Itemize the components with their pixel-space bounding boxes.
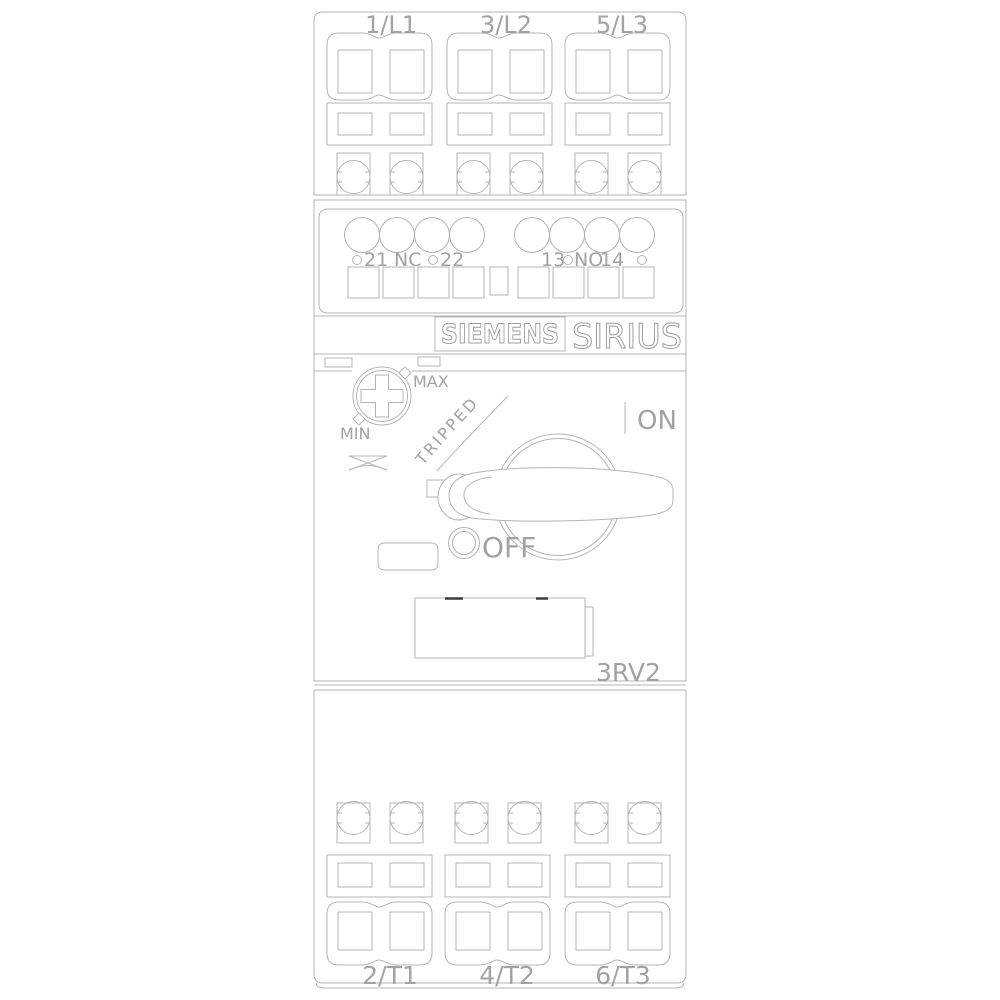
on-label: ON xyxy=(637,406,677,436)
terminal-label-4T2: 4/T2 xyxy=(479,961,535,990)
aux-contact-panel xyxy=(319,209,683,313)
line-terminal-group-1 xyxy=(327,33,432,195)
tripped-marking xyxy=(411,393,508,471)
rotary-handle xyxy=(427,434,673,560)
terminal-label-6T3: 6/T3 xyxy=(595,961,651,990)
model-label: 3RV2 xyxy=(596,658,661,687)
off-label: OFF xyxy=(482,531,537,564)
control-face xyxy=(325,357,677,687)
terminal-label-1L1: 1/L1 xyxy=(365,11,417,39)
load-terminal-group-1 xyxy=(327,802,432,966)
off-position-icon xyxy=(449,528,480,559)
trip-indicator-icon xyxy=(349,456,387,470)
nc-terminal-dot-icon xyxy=(429,256,438,265)
terminal-label-3L2: 3/L2 xyxy=(480,11,532,39)
on-marking xyxy=(625,402,677,436)
band-slot-left xyxy=(325,358,352,367)
dial-min-label: MIN xyxy=(340,424,371,443)
terminal-label-5L3: 5/L3 xyxy=(596,11,648,39)
line-terminal-group-3 xyxy=(565,33,670,195)
aux-label-no: NO xyxy=(574,249,604,271)
branding-band xyxy=(435,317,682,357)
aux-label-13: 13 xyxy=(541,249,566,271)
load-terminal-group-3 xyxy=(565,802,670,966)
siemens-logo: SIEMENS xyxy=(441,319,559,350)
dial-max-label: MAX xyxy=(413,372,449,391)
band-slot-right xyxy=(418,357,440,366)
line-terminal-groups xyxy=(327,11,670,195)
load-terminal-group-2 xyxy=(445,802,550,966)
nc-terminal-dot-icon xyxy=(353,256,362,265)
sirius-logo: SIRIUS xyxy=(572,317,682,357)
no-terminal-dot-icon xyxy=(638,256,647,265)
svg-text:TRIPPED xyxy=(411,393,483,469)
aux-label-14: 14 xyxy=(600,249,625,271)
current-adjustment-dial xyxy=(340,367,449,443)
load-terminal-groups xyxy=(327,802,670,991)
label-window xyxy=(415,598,593,658)
aux-label-nc: NC xyxy=(394,249,422,271)
aux-label-21: 21 xyxy=(364,249,389,271)
terminal-label-2T1: 2/T1 xyxy=(362,961,418,990)
test-button xyxy=(378,543,438,570)
tripped-label: TRIPPED xyxy=(411,392,483,469)
off-marking xyxy=(449,528,537,565)
line-terminal-group-2 xyxy=(447,33,552,195)
aux-label-22: 22 xyxy=(440,249,465,271)
